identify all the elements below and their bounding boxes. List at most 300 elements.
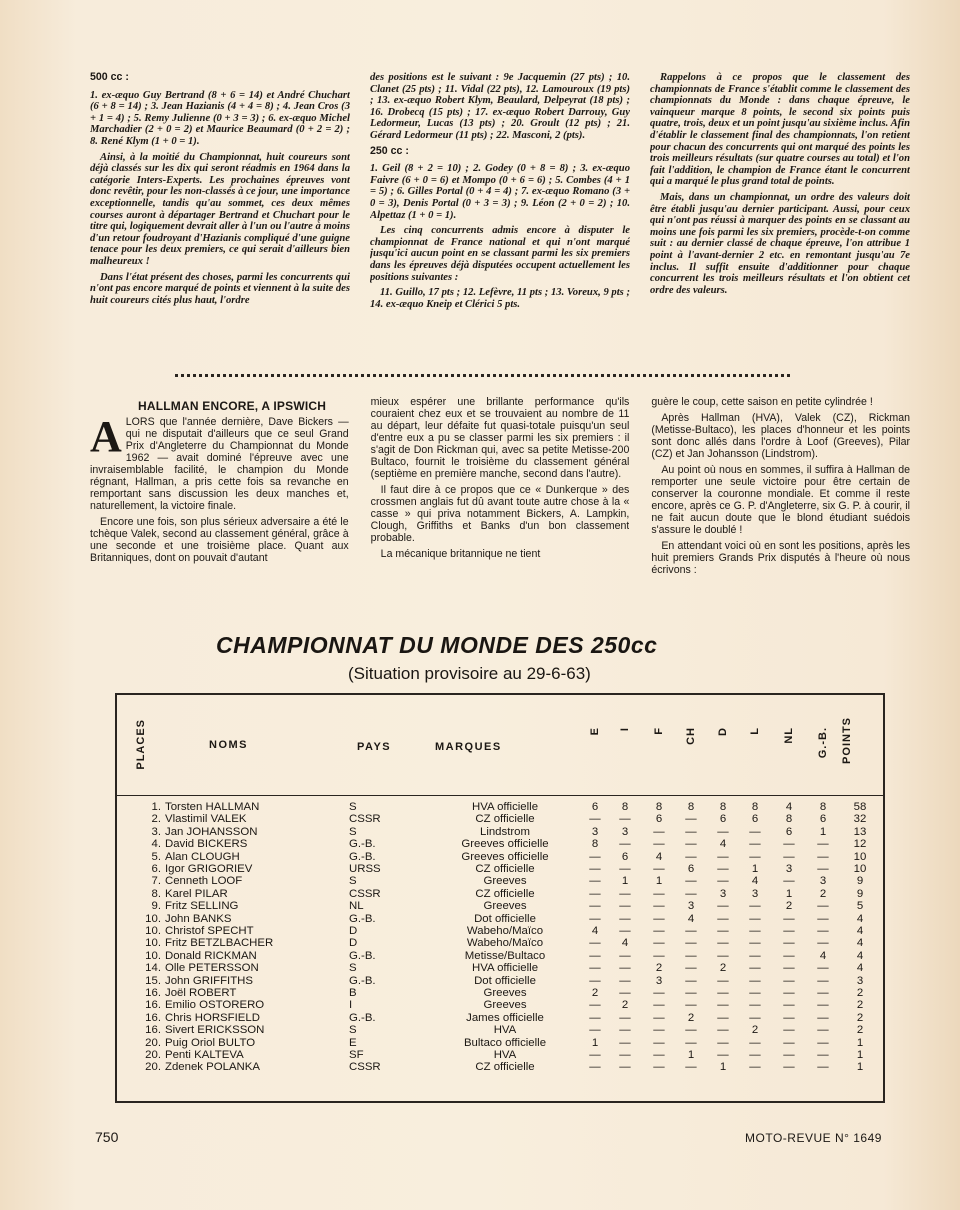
cell-country: SF <box>349 1049 364 1061</box>
cell-race-points: — <box>619 1049 631 1061</box>
cell-race-points: — <box>717 1049 729 1061</box>
table-row <box>117 826 887 839</box>
cell-total-points: 58 <box>853 801 867 813</box>
cell-name: Chris HORSFIELD <box>165 1011 260 1024</box>
table-row <box>117 1024 887 1037</box>
cell-race-points: — <box>685 962 697 975</box>
header-race: I <box>619 727 631 732</box>
paragraph: Après Hallman (HVA), Valek (CZ), Rickman (Metisse-Bultaco), les places d'honneur et les points sont donc allés dans l'ordre à Loof (Greeves), Pilar (CZ) et Jan Johansson (Lindstrom). <box>651 412 911 460</box>
cell-place: 6. <box>151 863 161 875</box>
cell-race-points: — <box>783 999 795 1012</box>
header-pays: PAYS <box>357 741 392 753</box>
cell-race-points: — <box>685 999 697 1012</box>
cell-place: 4. <box>151 838 161 851</box>
table-row <box>117 888 887 901</box>
cell-total-points: 13 <box>853 825 867 838</box>
magazine-issue: MOTO-REVUE N° 1649 <box>745 1131 882 1145</box>
cell-race-points: — <box>717 949 729 962</box>
cell-place: 16. <box>145 987 161 999</box>
cell-country: B <box>349 987 357 999</box>
cell-place: 16. <box>145 1011 161 1024</box>
cell-race-points: 3 <box>591 825 599 838</box>
cell-race-points: — <box>589 1049 601 1061</box>
cell-race-points: — <box>619 1024 631 1037</box>
cell-total-points: 1 <box>856 1061 864 1074</box>
cell-race-points: — <box>653 949 665 962</box>
cell-race-points: 4 <box>687 912 695 925</box>
cell-total-points: 4 <box>856 937 864 950</box>
cell-race-points: — <box>717 999 729 1012</box>
cell-race-points: — <box>685 987 697 999</box>
cell-race-points: 2 <box>719 962 727 975</box>
cell-country: G.-B. <box>349 912 376 925</box>
cell-brand: Greeves <box>483 900 527 913</box>
cell-race-points: — <box>817 1011 829 1024</box>
cell-race-points: — <box>817 1049 829 1061</box>
cell-race-points: — <box>749 974 761 987</box>
cell-place: 10. <box>145 912 161 925</box>
header-race: CH <box>685 727 697 745</box>
cell-brand: Dot officielle <box>474 912 536 925</box>
cell-race-points: 1 <box>785 887 793 900</box>
table-row <box>117 863 887 876</box>
cell-race-points: — <box>783 912 795 925</box>
cell-place: 1. <box>151 801 161 813</box>
paragraph: 1. ex-æquo Guy Bertrand (8 + 6 = 14) et André Chuchart (6 + 8 = 14) ; 3. Jean Hazianis (4 + 4 = 8) ; 4. Jean Cros (3 + 1 = 4) ; 5. Remy Julienne (0 + 3 = 3) ; 6. ex-æquo Michel Marchadier (2 + 0 = 2) et Maurice Beaumard (0 + 2 = 2) ; 8. René Klym (1 + 0 = 1). <box>90 89 350 147</box>
cell-country: CSSR <box>349 1061 381 1074</box>
cell-race-points: — <box>589 937 601 950</box>
cell-race-points: — <box>749 838 761 851</box>
cell-race-points: — <box>685 825 697 838</box>
cell-race-points: — <box>783 838 795 851</box>
cell-name: Sivert ERICKSSON <box>165 1024 265 1037</box>
cell-total-points: 4 <box>856 912 864 925</box>
cell-name: David BICKERS <box>165 838 248 851</box>
paragraph: Au point où nous en sommes, il suffira à Hallman de remporter une seule victoire pour être certain de conserver la couronne mondiale. Et comme il reste encore, après ce G. P. d'Angleterre, six G. P. à courir, il ne fait aucun doute que le blond étudiant suédois s'assure le doublé ! <box>651 464 911 536</box>
cell-race-points: — <box>749 925 761 937</box>
table-row <box>117 875 887 888</box>
cell-race-points: — <box>619 962 631 975</box>
cell-race-points: — <box>653 1049 665 1061</box>
article-lead-paragraph <box>90 412 349 512</box>
cell-race-points: — <box>817 900 829 913</box>
cell-race-points: — <box>619 949 631 962</box>
cell-name: Igor GRIGORIEV <box>165 863 253 875</box>
cell-brand: Greeves <box>483 875 527 888</box>
cell-race-points: — <box>619 863 631 875</box>
cell-race-points: — <box>589 974 601 987</box>
cell-brand: CZ officielle <box>475 1061 535 1074</box>
cell-race-points: 6 <box>751 813 759 826</box>
header-divider <box>117 795 883 796</box>
cell-race-points: — <box>589 875 601 888</box>
cell-race-points: 4 <box>719 838 727 851</box>
cell-race-points: 1 <box>655 875 663 888</box>
cell-total-points: 10 <box>853 863 867 875</box>
cell-name: Fritz BETZLBACHER <box>165 937 274 950</box>
cell-race-points: — <box>783 962 795 975</box>
article-col-3 <box>651 396 910 608</box>
paragraph: Dans l'état présent des choses, parmi les concurrents qui n'ont pas encore marqué de points et viennent à la suite des huit coureurs cités plus haut, l'ordre <box>90 271 350 306</box>
cell-name: Emilio OSTORERO <box>165 999 265 1012</box>
table-row <box>117 838 887 851</box>
cell-place: 20. <box>145 1061 161 1074</box>
cell-total-points: 9 <box>856 875 864 888</box>
paragraph: En attendant voici où en sont les positions, après les huit premiers Grands Prix disputés à l'heure où nous écrivons : <box>651 540 911 576</box>
table-row <box>117 975 887 988</box>
cell-race-points: — <box>749 999 761 1012</box>
cell-place: 20. <box>145 1036 161 1049</box>
paragraph: guère le coup, cette saison en petite cylindrée ! <box>651 396 873 408</box>
cell-place: 5. <box>151 850 161 863</box>
header-race: L <box>749 727 761 735</box>
cell-race-points: 4 <box>591 925 599 937</box>
cell-race-points: — <box>619 887 631 900</box>
cell-race-points: 6 <box>819 813 827 826</box>
header-race: E <box>589 727 601 736</box>
cell-race-points: — <box>619 813 631 826</box>
cell-name: Puig Oriol BULTO <box>165 1036 256 1049</box>
cell-total-points: 10 <box>853 850 867 863</box>
cell-race-points: 4 <box>751 875 759 888</box>
cell-race-points: 2 <box>591 987 599 999</box>
cell-race-points: — <box>685 949 697 962</box>
cell-country: S <box>349 875 357 888</box>
cell-race-points: 8 <box>687 801 695 813</box>
cell-country: D <box>349 925 358 937</box>
cell-name: Torsten HALLMAN <box>165 801 260 813</box>
cell-country: G.-B. <box>349 838 376 851</box>
cell-brand: HVA <box>493 1024 517 1037</box>
cell-name: Zdenek POLANKA <box>165 1061 260 1074</box>
cell-brand: Wabeho/Maïco <box>466 925 544 937</box>
cell-race-points: 6 <box>719 813 727 826</box>
cell-country: CSSR <box>349 813 381 826</box>
results-col-250cc <box>370 72 630 364</box>
cell-race-points: — <box>717 850 729 863</box>
cell-race-points: — <box>589 887 601 900</box>
cell-race-points: — <box>685 813 697 826</box>
cell-race-points: — <box>685 875 697 888</box>
cell-race-points: — <box>653 863 665 875</box>
paragraph: LORS que l'année dernière, Dave Bickers — qui ne disputait d'ailleurs que ce seul Grand Prix d'Angleterre du Championnat du Monde 1962 — avait dominé l'épreuve avec une invraisemblable facilité, le champion du Monde régnant, Hallman, a pris cette fois sa revanche en remportant sans discussion les deux manches et, naturellement, la victoire finale. <box>90 416 349 512</box>
standings-table <box>115 693 885 1103</box>
cell-country: CSSR <box>349 887 381 900</box>
cell-brand: HVA officielle <box>471 962 539 975</box>
cell-race-points: — <box>749 1049 761 1061</box>
cell-race-points: 1 <box>719 1061 727 1074</box>
cell-total-points: 3 <box>856 974 864 987</box>
paragraph: La mécanique britannique ne tient <box>380 548 541 560</box>
cell-race-points: 3 <box>655 974 663 987</box>
cell-race-points: — <box>717 1024 729 1037</box>
cell-race-points: — <box>589 999 601 1012</box>
cell-race-points: — <box>749 825 761 838</box>
cell-total-points: 12 <box>853 838 867 851</box>
cell-race-points: — <box>619 900 631 913</box>
cell-race-points: — <box>817 838 829 851</box>
cell-race-points: — <box>717 863 729 875</box>
cell-race-points: 1 <box>591 1036 599 1049</box>
cell-race-points: 8 <box>591 838 599 851</box>
cell-race-points: — <box>717 1036 729 1049</box>
cell-race-points: — <box>653 838 665 851</box>
cell-race-points: — <box>749 962 761 975</box>
page-number: 750 <box>95 1129 119 1145</box>
cell-race-points: — <box>619 1011 631 1024</box>
cell-brand: Metisse/Bultaco <box>464 949 546 962</box>
cell-race-points: 6 <box>621 850 629 863</box>
cell-race-points: — <box>653 912 665 925</box>
cell-race-points: — <box>817 987 829 999</box>
cell-race-points: 2 <box>687 1011 695 1024</box>
cell-country: NL <box>349 900 364 913</box>
cell-race-points: — <box>817 1061 829 1074</box>
cell-name: Christof SPECHT <box>165 925 254 937</box>
cell-race-points: — <box>817 863 829 875</box>
cell-name: Cenneth LOOF <box>165 875 243 888</box>
header-race: G.-B. <box>817 727 829 759</box>
paragraph: Rappelons à ce propos que le classement des championnats de France s'établit comme le classement des championnats du Monde : dans chaque épreuve, le vainqueur marque 8 points, le second six points puis quatre, trois, deux et un point jusqu'au sixième inclus. Afin d'établir le classement final des championnats, l'on retient pour chacun des concurrents qui ont marqué des points les trois meilleurs résultats (sur quatre courses au total) et l'on fait l'addition, le champion de France étant le concurrent qui a marqué le plus grand total de points. <box>650 72 910 188</box>
cell-race-points: — <box>817 962 829 975</box>
cell-race-points: — <box>783 987 795 999</box>
cell-race-points: — <box>817 937 829 950</box>
table-row <box>117 900 887 913</box>
cell-place: 10. <box>145 937 161 950</box>
cell-race-points: — <box>589 912 601 925</box>
cell-race-points: 4 <box>785 801 793 813</box>
cell-race-points: 8 <box>655 801 663 813</box>
cell-race-points: — <box>589 1061 601 1074</box>
cell-race-points: — <box>589 1024 601 1037</box>
cell-place: 9. <box>151 900 161 913</box>
cell-brand: Bultaco officielle <box>463 1036 547 1049</box>
cell-race-points: 1 <box>751 863 759 875</box>
cell-name: Olle PETERSSON <box>165 962 259 975</box>
table-row <box>117 851 887 864</box>
cell-race-points: — <box>619 838 631 851</box>
cell-name: Karel PILAR <box>165 887 228 900</box>
cell-race-points: 1 <box>819 825 827 838</box>
cell-race-points: 2 <box>785 900 793 913</box>
cell-place: 10. <box>145 925 161 937</box>
cell-total-points: 2 <box>856 987 864 999</box>
table-row <box>117 925 887 938</box>
table-row <box>117 1061 887 1074</box>
cell-race-points: — <box>783 1049 795 1061</box>
cell-total-points: 4 <box>856 962 864 975</box>
cell-total-points: 2 <box>856 1024 864 1037</box>
cell-race-points: — <box>817 850 829 863</box>
cell-total-points: 2 <box>856 1011 864 1024</box>
cell-total-points: 32 <box>853 813 867 826</box>
paragraph: Encore une fois, son plus sérieux adversaire a été le tchèque Valek, second au classement général, grâce à une seconde et une troisième place. Quant aux Britanniques, dont on pouvait d'autant <box>90 516 349 564</box>
paragraph: 11. Guillo, 17 pts ; 12. Lefèvre, 11 pts ; 13. Voreux, 9 pts ; 14. ex-æquo Kneip et Clérici 5 pts. <box>370 287 630 310</box>
cell-name: Donald RICKMAN <box>165 949 257 962</box>
cell-race-points: — <box>653 1036 665 1049</box>
cell-race-points: — <box>653 987 665 999</box>
cell-name: John BANKS <box>165 912 232 925</box>
cell-race-points: 2 <box>819 887 827 900</box>
cell-total-points: 1 <box>856 1049 864 1061</box>
cell-race-points: — <box>783 1061 795 1074</box>
cell-race-points: — <box>717 974 729 987</box>
heading-250cc: 250 cc : <box>370 144 409 157</box>
cell-race-points: — <box>717 912 729 925</box>
cell-total-points: 5 <box>856 900 864 913</box>
cell-race-points: — <box>783 949 795 962</box>
cell-brand: CZ officielle <box>475 887 535 900</box>
cell-race-points: — <box>817 1036 829 1049</box>
cell-race-points: 8 <box>621 801 629 813</box>
cell-race-points: — <box>685 838 697 851</box>
cell-race-points: — <box>685 1024 697 1037</box>
cell-race-points: — <box>783 1011 795 1024</box>
cell-race-points: — <box>783 850 795 863</box>
cell-brand: HVA <box>493 1049 517 1061</box>
cell-brand: Wabeho/Maïco <box>466 937 544 950</box>
cell-race-points: — <box>653 999 665 1012</box>
table-row <box>117 987 887 1000</box>
cell-race-points: — <box>589 900 601 913</box>
cell-total-points: 9 <box>856 887 864 900</box>
paragraph: Ainsi, à la moitié du Championnat, huit coureurs sont déjà classés sur les dix qui seront réadmis en 1964 dans la catégorie Inters-Experts. Les prochaines épreuves vont donc revêtir, pour les non-classés à ce jour, une importance exceptionnelle, tandis qu'au sommet, ces deux mêmes courses auront à départager Bertrand et Chuchart pour le titre qui, logiquement devrait aller à l'un ou l'autre à moins d'un retour foudroyant d'Hazianis compliqué d'une guigne tenace pour les deux premiers, ce qui serait d'ailleurs bien malheureux ! <box>90 151 350 267</box>
cell-race-points: 3 <box>719 887 727 900</box>
heading-500cc: 500 cc : <box>90 72 129 83</box>
cell-race-points: — <box>717 925 729 937</box>
cell-country: G.-B. <box>349 1011 376 1024</box>
cell-race-points: 4 <box>655 850 663 863</box>
cell-race-points: 8 <box>819 801 827 813</box>
paragraph: 1. Geil (8 + 2 = 10) ; 2. Godey (0 + 8 = 8) ; 3. ex-æquo Faivre (6 + 0 = 6) et Mompo (0 + 6 = 6) ; 5. Combes (4 + 1 = 5) ; 6. Gilles Portal (0 + 4 = 4) ; 7. ex-æquo Romano (3 + 0 = 3), Denis Portal (0 + 3 = 3) ; 9. Léon (2 + 0 = 2) ; 10. Alpettaz (1 + 0 = 1). <box>370 163 630 221</box>
cell-place: 2. <box>151 813 161 826</box>
cell-race-points: — <box>619 1036 631 1049</box>
cell-name: Jan JOHANSSON <box>165 825 258 838</box>
cell-place: 16. <box>145 1024 161 1037</box>
cell-country: G.-B. <box>349 850 376 863</box>
cell-race-points: — <box>717 1011 729 1024</box>
cell-race-points: — <box>619 925 631 937</box>
cell-total-points: 1 <box>856 1036 864 1049</box>
cell-race-points: — <box>749 1061 761 1074</box>
cell-race-points: — <box>783 937 795 950</box>
article-columns <box>90 396 910 608</box>
cell-race-points: — <box>717 937 729 950</box>
cell-race-points: — <box>589 813 601 826</box>
cell-race-points: — <box>783 1036 795 1049</box>
cell-name: Alan CLOUGH <box>165 850 240 863</box>
section-divider <box>175 369 790 377</box>
drop-cap: A <box>90 412 122 461</box>
cell-race-points: — <box>685 1036 697 1049</box>
cell-race-points: — <box>653 925 665 937</box>
cell-place: 16. <box>145 999 161 1012</box>
cell-race-points: — <box>653 1024 665 1037</box>
cell-race-points: — <box>653 900 665 913</box>
cell-place: 20. <box>145 1049 161 1061</box>
cell-race-points: — <box>589 863 601 875</box>
cell-place: 3. <box>151 825 161 838</box>
cell-race-points: 6 <box>687 863 695 875</box>
cell-race-points: 3 <box>621 825 629 838</box>
cell-race-points: 8 <box>785 813 793 826</box>
paragraph: Il faut dire à ce propos que ce « Dunkerque » des crossmen anglais fut dû avant toute autre chose à la « casse » qui priva notamment Bickers, A. Lampkin, Clough, Griffiths et Banks d'un bon classement probable. <box>370 484 630 544</box>
article-col-1 <box>90 396 349 608</box>
cell-race-points: 2 <box>751 1024 759 1037</box>
cell-total-points: 4 <box>856 925 864 937</box>
cell-race-points: — <box>749 937 761 950</box>
cell-place: 15. <box>145 974 161 987</box>
table-row <box>117 913 887 926</box>
table-row <box>117 950 887 963</box>
cell-brand: Greeves officielle <box>461 850 549 863</box>
table-row <box>117 1012 887 1025</box>
header-race: D <box>717 727 729 736</box>
cell-name: Joël ROBERT <box>165 987 237 999</box>
article-title: HALLMAN ENCORE, A IPSWICH <box>138 399 327 413</box>
cell-race-points: — <box>717 987 729 999</box>
results-columns <box>90 72 910 364</box>
cell-race-points: — <box>783 875 795 888</box>
cell-brand: James officielle <box>466 1011 544 1024</box>
cell-country: S <box>349 825 357 838</box>
cell-race-points: — <box>619 912 631 925</box>
cell-race-points: — <box>817 912 829 925</box>
cell-race-points: — <box>817 974 829 987</box>
table-row <box>117 1037 887 1050</box>
cell-race-points: — <box>685 937 697 950</box>
cell-total-points: 4 <box>856 949 864 962</box>
cell-brand: Greeves officielle <box>461 838 549 851</box>
cell-country: G.-B. <box>349 949 376 962</box>
cell-race-points: — <box>653 887 665 900</box>
cell-race-points: 3 <box>687 900 695 913</box>
table-row <box>117 813 887 826</box>
table-row <box>117 1049 887 1062</box>
cell-race-points: — <box>685 850 697 863</box>
header-noms: NOMS <box>209 739 248 751</box>
cell-race-points: — <box>717 900 729 913</box>
cell-race-points: — <box>589 1011 601 1024</box>
cell-race-points: — <box>619 974 631 987</box>
cell-race-points: — <box>685 887 697 900</box>
cell-race-points: — <box>589 962 601 975</box>
cell-brand: HVA officielle <box>471 801 539 813</box>
cell-race-points: 1 <box>621 875 629 888</box>
cell-brand: Greeves <box>483 987 527 999</box>
cell-country: S <box>349 801 357 813</box>
paragraph: mieux espérer une brillante performance qu'ils couraient chez eux et se trouvaient au nombre de 11 au départ, leur défaite fut quasi-totale puisqu'un seul d'entre eux a pu se classer parmi les six premiers : il s'agit de Don Rickman qui, avec sa petite Metisse-200 Bultaco, fournit le troisième du classement général (septième en première manche, second dans l'autre). <box>370 396 630 480</box>
article-col-2 <box>371 396 630 608</box>
paragraph: Les cinq concurrents admis encore à disputer le championnat de France national et qui n'ont marqué jusqu'ici aucun point en se classant parmi les six premiers dans les épreuves déjà disputées occupent actuellement les positions suivantes : <box>370 225 630 283</box>
cell-race-points: — <box>685 1061 697 1074</box>
cell-country: G.-B. <box>349 974 376 987</box>
header-race: F <box>653 727 665 735</box>
cell-race-points: — <box>619 1061 631 1074</box>
cell-race-points: 2 <box>621 999 629 1012</box>
cell-name: John GRIFFITHS <box>165 974 253 987</box>
header-points: POINTS <box>841 717 853 764</box>
cell-race-points: 4 <box>621 937 629 950</box>
results-col-500cc <box>90 72 350 364</box>
cell-country: URSS <box>349 863 381 875</box>
paragraph: des positions est le suivant : 9e Jacquemin (27 pts) ; 10. Clanet (25 pts) ; 11. Vidal (22 pts), 12. Lamouroux (19 pts) ; 13. ex-æquo Robert Klym, Beaulard, Delpeyrat (18 pts) ; 16. Drobecq (15 pts) ; 17. ex-æquo Robert Darrouy, Guy Ledormeur, Lucas (13 pts) ; 20. Groult (12 pts) ; 21. Gérard Ledormeur (11 pts) ; 22. Masconi, 2 (pts). <box>370 72 630 141</box>
championship-subtitle: (Situation provisoire au 29-6-63) <box>348 664 591 683</box>
cell-race-points: — <box>749 1036 761 1049</box>
cell-country: I <box>349 999 353 1012</box>
cell-race-points: — <box>589 850 601 863</box>
championship-title: CHAMPIONNAT DU MONDE DES 250cc <box>216 632 658 658</box>
